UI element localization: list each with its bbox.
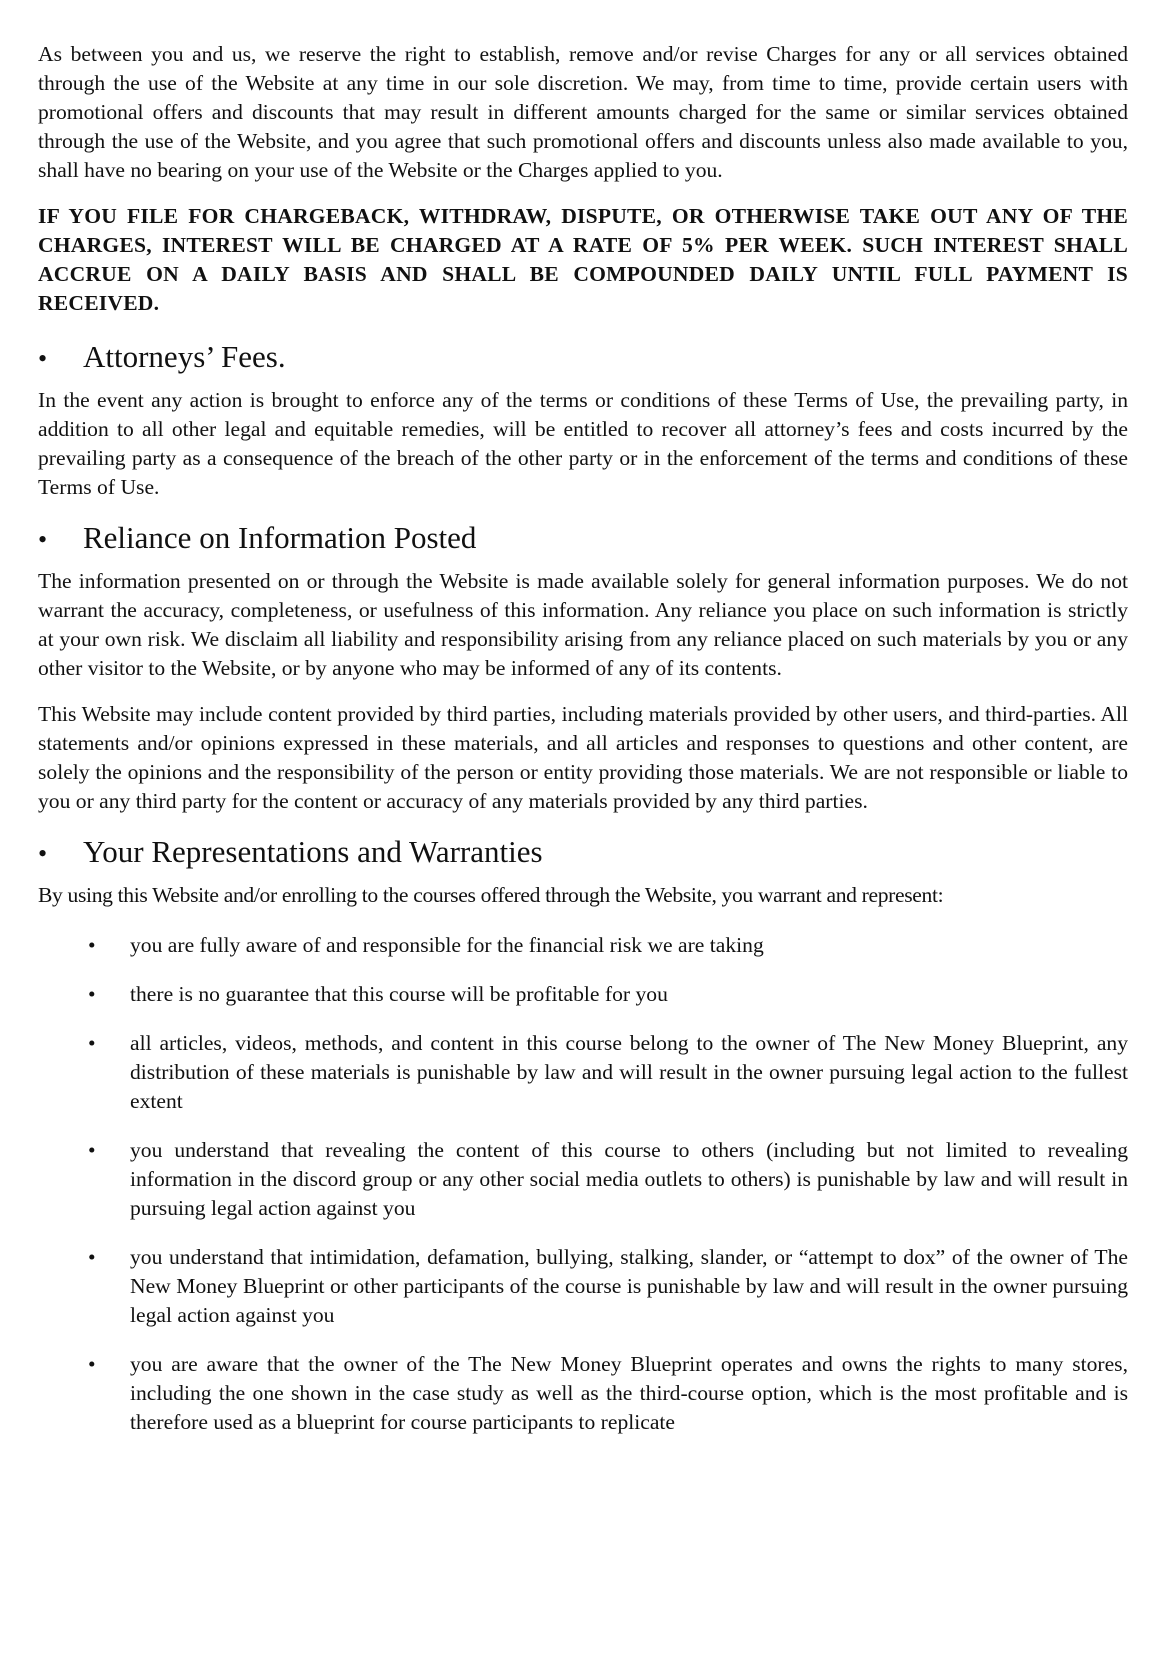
section-heading-representations	[38, 833, 1128, 873]
attorneys-fees-paragraph: In the event any action is brought to enforce any of the terms or conditions of these Terms of Use, the prevailing party, in addition to all other legal and equitable remedies, will be entitled to recover all attorney’s fees and costs incurred by the prevailing party as a consequence of the breach of the other party or in the enforcement of the terms and conditions of these Terms of Use.	[38, 388, 1128, 499]
reliance-paragraph-1: The information presented on or through the Website is made available solely for general information purposes. We do not warrant the accuracy, completeness, or usefulness of this information. Any reliance you place on such information is strictly at your own risk. We disclaim all liability and responsibility arising from any reliance placed on such materials by you or any other visitor to the Website, or by anyone who may be informed of any of its contents.	[38, 569, 1128, 680]
list-item-text: you understand that revealing the content of this course to others (including but not limited to revealing information in the discord group or any other social media outlets to others) is punishable by law and will result in pursuing legal action against you	[130, 1138, 1128, 1220]
bullet-icon: •	[88, 1352, 96, 1376]
bullet-icon: •	[88, 1138, 96, 1162]
list-item-text: all articles, videos, methods, and content in this course belong to the owner of The New Money Blueprint, any distribution of these materials is punishable by law and will result in the owner pursuing legal action to the fullest extent	[130, 1031, 1128, 1113]
heading-text: Reliance on Information Posted	[83, 520, 477, 555]
section-heading-reliance	[38, 519, 1128, 559]
list-item	[38, 1029, 1128, 1116]
list-item	[38, 1350, 1128, 1437]
document-page	[38, 40, 1128, 1457]
heading-text: Your Representations and Warranties	[83, 834, 543, 869]
bullet-icon: •	[38, 839, 48, 868]
bullet-icon: •	[38, 525, 48, 554]
section-heading-attorneys-fees	[38, 338, 1128, 378]
bullet-icon: •	[88, 1031, 96, 1055]
list-item	[38, 980, 1128, 1009]
list-item	[38, 1243, 1128, 1330]
list-item	[38, 931, 1128, 960]
list-item-text: you are aware that the owner of the The New Money Blueprint operates and owns the rights to many stores, including the one shown in the case study as well as the third-course option, which is the most profitable and is therefore used as a blueprint for course participants to replicate	[130, 1352, 1128, 1434]
list-item-text: you are fully aware of and responsible for the financial risk we are taking	[130, 933, 764, 957]
bullet-icon: •	[88, 1245, 96, 1269]
bullet-icon: •	[88, 933, 96, 957]
chargeback-warning: IF YOU FILE FOR CHARGEBACK, WITHDRAW, DISPUTE, OR OTHERWISE TAKE OUT ANY OF THE CHARGES, INTEREST WILL BE CHARGED AT A RATE OF 5% PER WEEK. SUCH INTEREST SHALL ACCRUE ON A DAILY BASIS AND SHALL BE COMPOUNDED DAILY UNTIL FULL PAYMENT IS RECEIVED.	[38, 204, 1128, 315]
heading-text: Attorneys’ Fees.	[83, 339, 286, 374]
charges-paragraph: As between you and us, we reserve the right to establish, remove and/or revise Charges for any or all services obtained through the use of the Website at any time in our sole discretion. We may, from time to time, provide certain users with promotional offers and discounts that may result in different amounts charged for the same or similar services obtained through the use of the Website, and you agree that such promotional offers and discounts unless also made available to you, shall have no bearing on your use of the Website or the Charges applied to you.	[38, 42, 1128, 182]
bullet-icon: •	[38, 344, 48, 373]
bullet-icon: •	[88, 982, 96, 1006]
reliance-paragraph-2: This Website may include content provided by third parties, including materials provided by other users, and third-parties. All statements and/or opinions expressed in these materials, and all articles and responses to questions and other content, are solely the opinions and the responsibility of the person or entity providing those materials. We are not responsible or liable to you or any third party for the content or accuracy of any materials provided by any third parties.	[38, 702, 1128, 813]
list-item-text: there is no guarantee that this course will be profitable for you	[130, 982, 668, 1006]
representations-intro: By using this Website and/or enrolling to the courses offered through the Website, you warrant and represent:	[38, 883, 944, 907]
list-item	[38, 1136, 1128, 1223]
list-item-text: you understand that intimidation, defamation, bullying, stalking, slander, or “attempt to dox” of the owner of The New Money Blueprint or other participants of the course is punishable by law and will result in the owner pursuing legal action against you	[130, 1245, 1128, 1327]
representations-list	[38, 931, 1128, 1437]
